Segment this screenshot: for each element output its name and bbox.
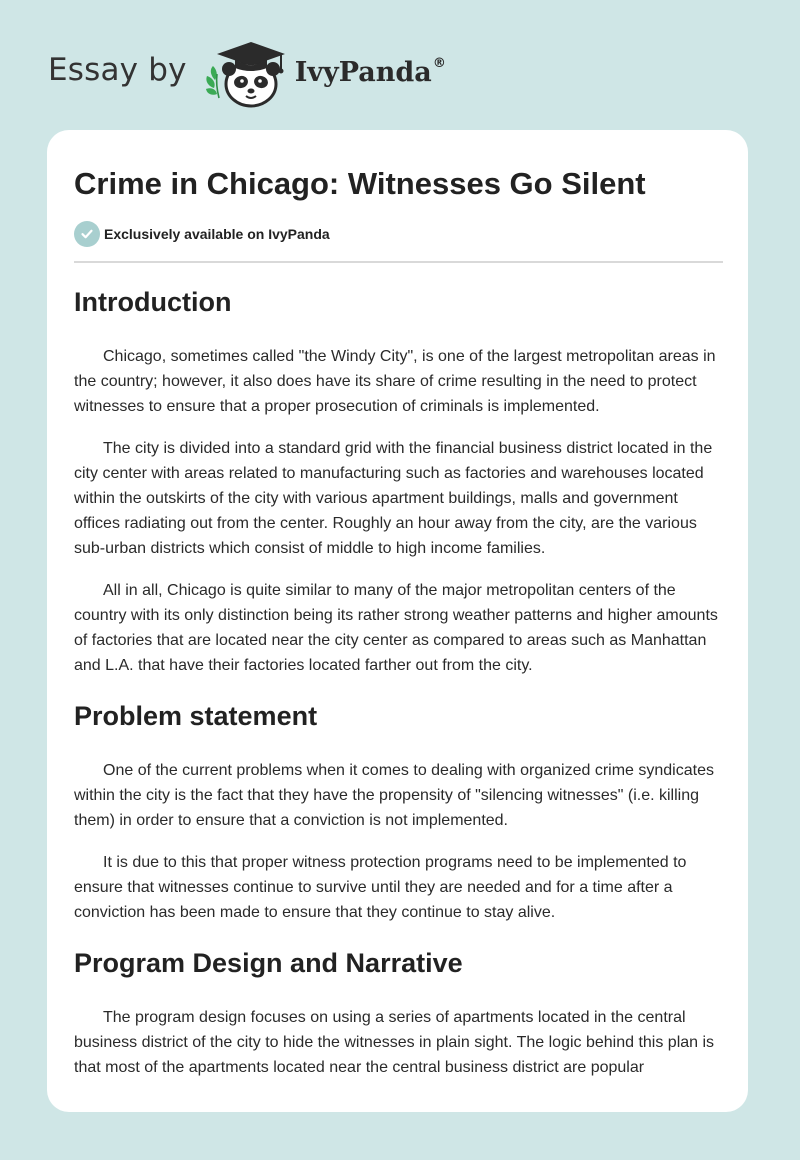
brand-name-text: IvyPanda bbox=[294, 56, 432, 88]
divider bbox=[74, 261, 723, 263]
essay-by-label: Essay by bbox=[48, 52, 187, 88]
registered-mark: ® bbox=[432, 55, 446, 71]
essay-title: Crime in Chicago: Witnesses Go Silent bbox=[74, 166, 646, 201]
paragraph: One of the current problems when it comes to dealing with organized crime syndicates within the city is the fact that they have the propensity of "silencing witnesses" (i.e. killing them) in order to ensure that a conviction is not implemented. bbox=[74, 762, 714, 829]
exclusive-label: Exclusively available on IvyPanda bbox=[104, 226, 330, 242]
site-header bbox=[48, 36, 446, 110]
paragraph: Chicago, sometimes called "the Windy City", is one of the largest metropolitan areas in the country; however, it also does have its share of crime resulting in the need to protect witnesses to ensure that a proper prosecution of criminals is implemented. bbox=[74, 348, 716, 415]
exclusive-notice bbox=[74, 221, 330, 247]
paragraph: The city is divided into a standard grid with the financial business district located in the city center with areas related to manufacturing such as factories and warehouses located within the outskirts of the city with various apartment buildings, malls and government offices radiating out from the center. Roughly an hour away from the city, are the various sub-urban districts which consist of middle to high income families. bbox=[74, 440, 713, 557]
section-heading-problem-statement: Problem statement bbox=[74, 701, 318, 731]
essay-body bbox=[74, 280, 723, 1080]
panda-graduate-logo-icon[interactable] bbox=[201, 36, 293, 110]
paragraph: It is due to this that proper witness protection programs need to be implemented to ensure that witnesses continue to survive until they are needed and for a time after a conviction has been made to ensure that they continue to stay alive. bbox=[74, 854, 687, 921]
check-circle-icon bbox=[74, 221, 100, 247]
paragraph: All in all, Chicago is quite similar to many of the major metropolitan centers of the country with its only distinction being its rather strong weather patterns and higher amounts of factories that are located near the city center as compared to areas such as Manhattan and L.A. that have their factories located farther out from the city. bbox=[74, 582, 718, 674]
brand-name[interactable] bbox=[295, 57, 446, 88]
essay-card bbox=[47, 130, 748, 1112]
section-heading-program-design: Program Design and Narrative bbox=[74, 948, 463, 978]
paragraph: The program design focuses on using a series of apartments located in the central business district of the city to hide the witnesses in plain sight. The logic behind this plan is that most of the apartments located near the central business district are popular bbox=[74, 1009, 715, 1076]
section-heading-introduction: Introduction bbox=[74, 287, 232, 317]
